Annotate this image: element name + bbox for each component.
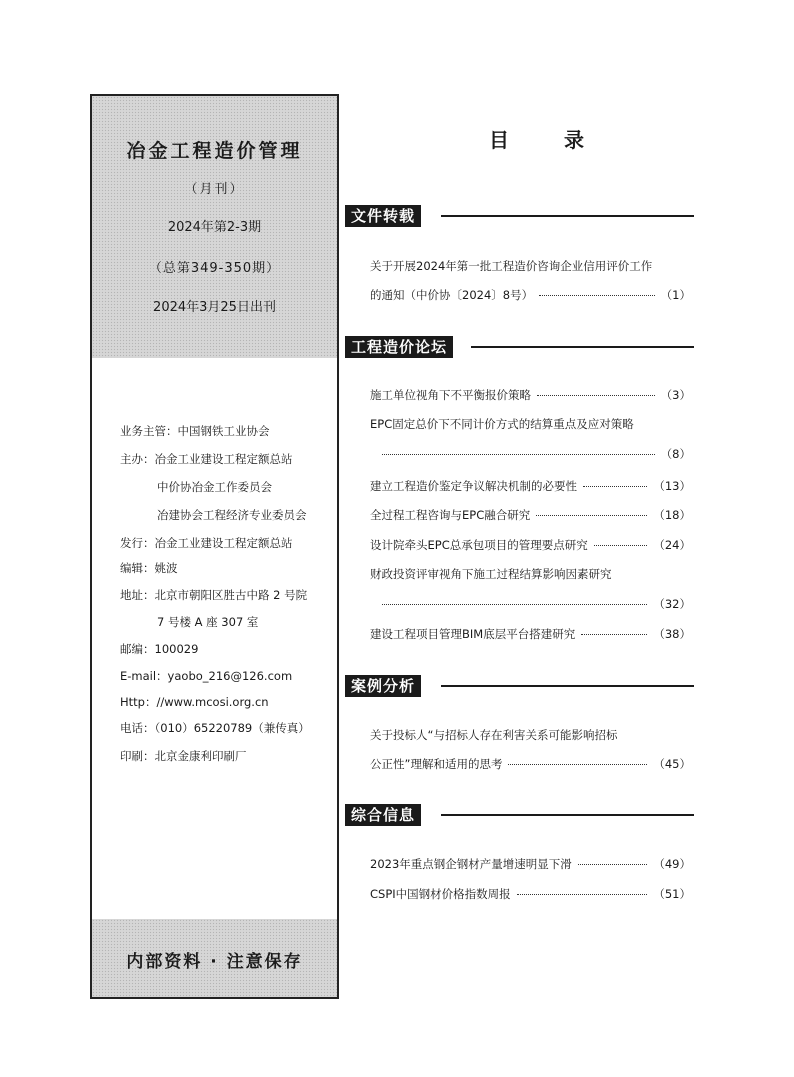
section-rule <box>441 215 694 217</box>
section-rule <box>471 346 694 348</box>
journal-name: 冶金工程造价管理 <box>126 140 303 162</box>
section-header <box>345 804 421 826</box>
toc-entry[interactable]: CSPI中国钢材价格指数周报 （51） <box>370 887 691 901</box>
page-number: （45） <box>653 757 691 771</box>
page-number: （32） <box>653 597 691 611</box>
section-header <box>345 675 421 697</box>
section-rule <box>441 814 694 816</box>
page-number: （3） <box>660 388 691 402</box>
info-sponsor: 主办：冶金工业建设工程定额总站 <box>120 452 293 466</box>
page-number: （1） <box>660 288 691 302</box>
info-sponsor-3: 冶建协会工程经济专业委员会 <box>157 508 307 522</box>
toc-entry[interactable]: 施工单位视角下不平衡报价策略 （3） <box>370 388 691 402</box>
info-address-2: 7 号楼 A 座 307 室 <box>157 615 259 629</box>
masthead-header <box>92 96 337 358</box>
info-phone: 电话：（010）65220789（兼传真） <box>120 721 310 735</box>
toc-entry[interactable]: 财政投资评审视角下施工过程结算影响因素研究 （32） <box>370 567 691 611</box>
section-label: 综合信息 <box>345 804 421 826</box>
toc-title: 目 录 <box>489 128 608 152</box>
section-header <box>345 205 421 227</box>
toc-entry[interactable]: 设计院牵头EPC总承包项目的管理要点研究 （24） <box>370 538 691 552</box>
masthead-panel <box>90 94 339 999</box>
info-editor: 编辑：姚波 <box>120 561 178 575</box>
section-label: 工程造价论坛 <box>345 336 453 358</box>
toc-entry[interactable]: EPC固定总价下不同计价方式的结算重点及应对策略 （8） <box>370 417 691 461</box>
page-number: （24） <box>653 538 691 552</box>
page-number: （13） <box>653 479 691 493</box>
section-header <box>345 336 453 358</box>
page-number: （51） <box>653 887 691 901</box>
toc-entry[interactable]: 全过程工程咨询与EPC融合研究 （18） <box>370 508 691 522</box>
publish-date: 2024年3月25日出刊 <box>153 300 276 315</box>
masthead-footer <box>92 919 337 997</box>
toc-entry[interactable]: 建立工程造价鉴定争议解决机制的必要性 （13） <box>370 479 691 493</box>
page-number: （8） <box>660 447 691 461</box>
info-email: E-mail：yaobo_216@126.com <box>120 669 293 683</box>
info-address: 地址：北京市朝阳区胜古中路 2 号院 <box>120 588 308 602</box>
page-number: （49） <box>653 857 691 871</box>
info-sponsor-2: 中价协冶金工作委员会 <box>157 480 272 494</box>
total-issue-number: （总第349-350期） <box>148 261 281 276</box>
info-supervisor: 业务主管：中国钢铁工业协会 <box>120 424 270 438</box>
info-postcode: 邮编：100029 <box>120 642 199 656</box>
page-number: （18） <box>653 508 691 522</box>
toc-entry[interactable]: 2023年重点钢企钢材产量增速明显下滑 （49） <box>370 857 691 871</box>
toc-entry[interactable]: 关于开展2024年第一批工程造价咨询企业信用评价工作 的通知（中价协〔2024〕8号） （1） <box>370 259 691 302</box>
section-label: 文件转载 <box>345 205 421 227</box>
section-rule <box>441 685 694 687</box>
journal-frequency: （月刊） <box>184 182 245 197</box>
info-printer: 印刷：北京金康利印刷厂 <box>120 749 247 763</box>
section-label: 案例分析 <box>345 675 421 697</box>
toc-entry[interactable]: 关于投标人“与招标人存在利害关系可能影响招标 公正性”理解和适用的思考 （45） <box>370 728 691 771</box>
info-website: Http：//www.mcosi.org.cn <box>120 695 269 709</box>
internal-material-notice: 内部资料 · 注意保存 <box>126 952 303 972</box>
page-number: （38） <box>653 627 691 641</box>
issue-number: 2024年第2-3期 <box>167 220 262 235</box>
toc-entry[interactable]: 建设工程项目管理BIM底层平台搭建研究 （38） <box>370 627 691 641</box>
info-distributor: 发行：冶金工业建设工程定额总站 <box>120 536 293 550</box>
